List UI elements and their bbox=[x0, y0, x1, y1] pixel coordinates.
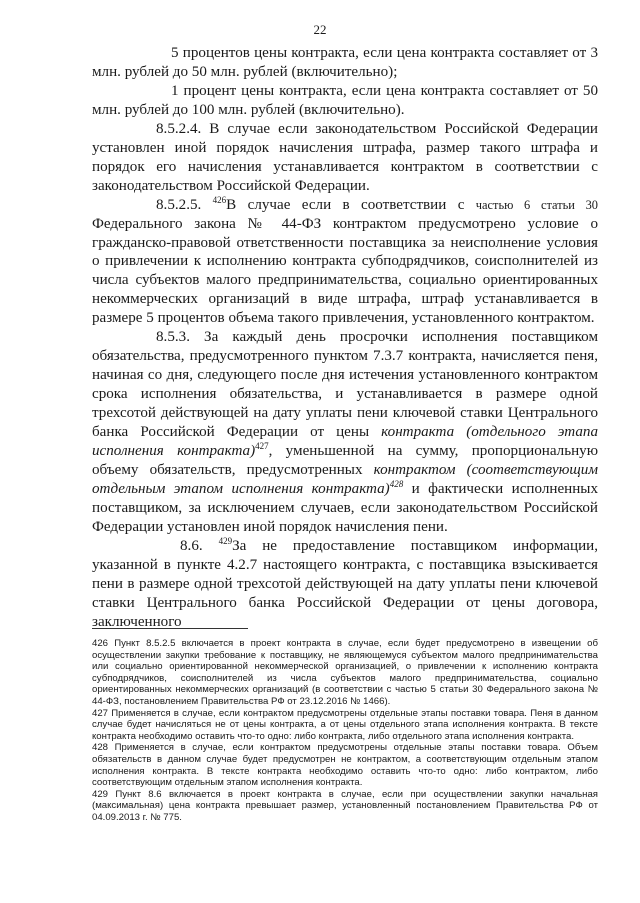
footnote-427: 427 Применяется в случае, если контрактом предусмотрены отдельные этапы поставки товара. Пеня в данном случае будет начисляться не от цены контракта, а от цены отдельного этапа исполнения контракта. В тексте контракта необходимо оставить что-то одно: либо контракта, либо отдельного этапа исполнения контракта. bbox=[92, 707, 598, 742]
italic-contract-stage: контракта (отдельного этапа исполнения контракта) bbox=[92, 424, 598, 460]
footnote-ref-428: 428 bbox=[389, 478, 404, 489]
paragraph-8-6 bbox=[92, 537, 598, 632]
footnote-separator bbox=[92, 628, 248, 629]
footnote-ref-429: 429 bbox=[218, 535, 233, 546]
footnote-426: 426 Пункт 8.5.2.5 включается в проект контракта в случае, если будет предусмотрено в извещении об осуществлении закупки требование к поставщику, не являющемуся субъектом малого предпринимательства или социально ориентированной некоммерческой организацией, о привлечении к исполнению контракта субподрядчиков, соисполнителей из числа субъектов малого предпринимательства, социально ориентированных некоммерческих организаций (в соответствии с частью 5 статьи 30 Федерального закона № 44-ФЗ, постановлением Правительства РФ от 23.12.2016 № 1466). bbox=[92, 638, 598, 707]
italic-contract-corresponding-stage: контрактом (соответствующим отдельным этапом исполнения контракта) bbox=[92, 461, 598, 497]
paragraph-8-5-3 bbox=[92, 328, 598, 536]
paragraph-8-5-2-5-text: В случае если в соответствии с bbox=[226, 196, 476, 213]
footnote-429: 429 Пункт 8.6 включается в проект контракта в случае, если при осуществлении закупки начальная (максимальная) цена контракта превышает размер, установленный постановлением Правительства РФ от 04.09.2013 г. № 775. bbox=[92, 788, 598, 823]
paragraph-8-6-text: За не предоставление поставщиком информации, указанной в пункте 4.2.7 настоящего контракта, с поставщика взыскивается пени в размере одной трехсотой действующей на дату уплаты пени ключевой ставки Центрального банка Российской Федерации от цены договора, заключенного bbox=[92, 537, 599, 630]
paragraph-8-5-3-middle: , уменьшенной на сумму, пропорциональную объему обязательств, предусмотренных bbox=[92, 443, 598, 478]
footnote-ref-427: 427 bbox=[255, 440, 269, 451]
law-reference: частью 6 статьи 30 bbox=[475, 197, 598, 212]
footnote-ref-426: 426 bbox=[212, 194, 227, 205]
main-text bbox=[92, 44, 598, 632]
paragraph-8-5-2-4: 8.5.2.4. В случае если законодательством Российской Федерации установлен иной порядок начисления штрафа, размер такого штрафа и порядок его начисления устанавливается контрактом в соответствии с законодательством Российской Федерации. bbox=[92, 120, 598, 194]
footnotes bbox=[92, 638, 598, 824]
paragraph-8-5-2-5 bbox=[92, 196, 598, 329]
paragraph-5-percent: 5 процентов цены контракта, если цена контракта составляет от 3 млн. рублей до 50 млн. рублей (включительно); bbox=[92, 45, 598, 80]
paragraph-8-5-3-text: 8.5.3. За каждый день просрочки исполнения поставщиком обязательства, предусмотренного пунктом 7.3.7 контракта, начисляется пеня, начиная со дня, следующего после дня истечения установленного контрактом срока исполнения обязательства, и устанавливается в размере одной трехсотой действующей на дату уплаты пени ключевой ставки Центрального банка Российской Федерации от цены bbox=[92, 329, 598, 441]
paragraph-8-6-number: 8.6. bbox=[180, 537, 219, 554]
paragraph-1-percent: 1 процент цены контракта, если цена контракта составляет от 50 млн. рублей до 100 млн. рублей (включительно). bbox=[92, 82, 598, 118]
footnote-428: 428 Применяется в случае, если контрактом предусмотрены отдельные этапы поставки товара. Объем обязательств в данном случае будет предусмотрен не контрактом, а соответствующим отдельным этапом исполнения контракта. В тексте контракта необходимо оставить что-то одно: либо контрактом, либо соответствующим отдельным этапом исполнения контракта. bbox=[92, 742, 598, 789]
page-number: 22 bbox=[313, 22, 327, 37]
paragraph-8-5-2-5-rest: Федерального закона № 44-ФЗ контрактом предусмотрено условие о гражданско-правовой ответственности поставщика за неисполнение условия о привлечении к исполнению контракта субподрядчиков, соисполнителей из числа субъектов малого предпринимательства, социально ориентированных некоммерческих организаций в виде штрафа, штраф устанавливается в размере 5 процентов объема такого привлечения, установленного контрактом. bbox=[92, 215, 598, 327]
paragraph-8-5-3-end: и фактически исполненных поставщиком, за исключением случаев, если законодательством Российской Федерации установлен иной порядок начисления пени. bbox=[92, 480, 598, 535]
paragraph-8-5-2-5-number: 8.5.2.5. bbox=[156, 196, 213, 213]
